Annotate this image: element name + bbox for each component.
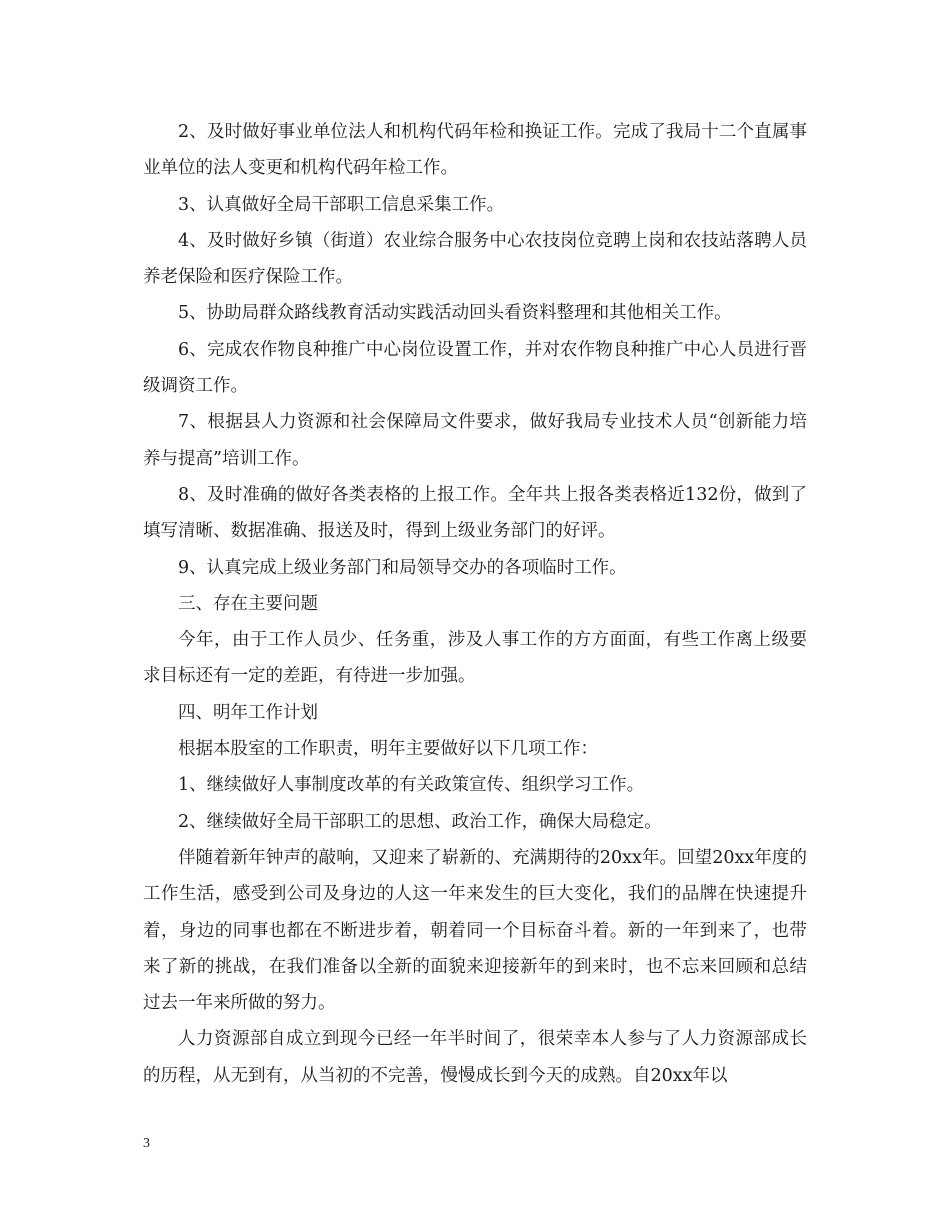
paragraph-item-2: 2、及时做好事业单位法人和机构代码年检和换证工作。完成了我局十二个直属事业单位的法人变更和机构代码年检工作。 (143, 122, 807, 179)
section-heading-issues: 三、存在主要问题 (178, 593, 318, 614)
page-number: 3 (143, 1136, 150, 1151)
document-body (143, 114, 807, 1094)
paragraph-item-5: 5、协助局群众路线教育活动实践活动回头看资料整理和其他相关工作。 (178, 303, 732, 324)
paragraph-issues: 今年，由于工作人员少、任务重，涉及人事工作的方方面面，有些工作离上级要求目标还有一定的差距，有待进一步加强。 (143, 630, 807, 687)
paragraph-item-9: 9、认真完成上级业务部门和局领导交办的各项临时工作。 (178, 557, 627, 578)
paragraph-item-4: 4、及时做好乡镇（街道）农业综合服务中心农技岗位竞聘上岗和农技站落聘人员养老保险和医疗保险工作。 (143, 230, 807, 288)
paragraph-item-6: 6、完成农作物良种推广中心岗位设置工作，并对农作物良种推广中心人员进行晋级调资工作。 (143, 339, 807, 397)
paragraph-plan-intro: 根据本股室的工作职责，明年主要做好以下几项工作： (178, 739, 598, 760)
section-heading-plan: 四、明年工作计划 (178, 702, 318, 723)
paragraph-hr-department: 人力资源部自成立到现今已经一年半时间了，很荣幸本人参与了人力资源部成长的历程，从无到有，从当初的不完善，慢慢成长到今天的成熟。自20xx年以 (143, 1029, 807, 1086)
paragraph-item-7: 7、根据县人力资源和社会保障局文件要求，做好我局专业技术人员“创新能力培养与提高”培训工作。 (143, 412, 807, 469)
paragraph-item-8: 8、及时准确的做好各类表格的上报工作。全年共上报各类表格近132份，做到了填写清晰、数据准确、报送及时，得到上级业务部门的好评。 (143, 484, 807, 542)
paragraph-plan-1: 1、继续做好人事制度改革的有关政策宣传、组织学习工作。 (178, 775, 645, 796)
paragraph-plan-2: 2、继续做好全局干部职工的思想、政治工作，确保大局稳定。 (178, 811, 662, 832)
paragraph-item-3: 3、认真做好全局干部职工信息采集工作。 (178, 194, 505, 215)
paragraph-new-year: 伴随着新年钟声的敲响，又迎来了崭新的、充满期待的20xx年。回望20xx年度的工作生活，感受到公司及身边的人这一年来发生的巨大变化，我们的品牌在快速提升着，身边的同事也都在不断进步着，朝着同一个目标奋斗着。新的一年到来了，也带来了新的挑战，在我们准备以全新的面貌来迎接新年的到来时，也不忘来回顾和总结过去一年来所做的努力。 (143, 847, 807, 1014)
